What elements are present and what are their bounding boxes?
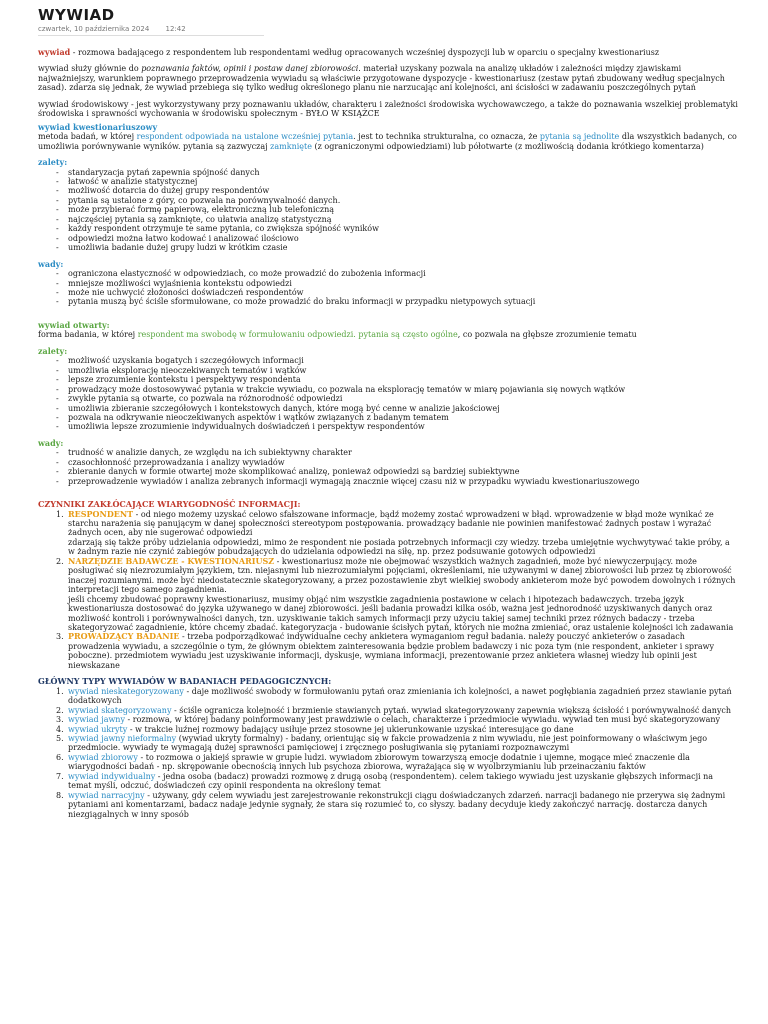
kwest-f: zamknięte (270, 141, 312, 151)
kwest-a: metoda badań, w której (38, 132, 137, 142)
typ-number: 6. (56, 752, 64, 762)
typ-item (56, 715, 738, 724)
list-item: - ograniczona elastyczność w odpowiedziach, co może prowadzić do zubożenia informacji (56, 269, 738, 278)
list-item: - możliwość uzyskania bogatych i szczegółowych informacji (56, 356, 738, 365)
document-body (38, 48, 738, 819)
list-item: - zbieranie danych w formie otwartej może skomplikować analizę, ponieważ odpowiedzi są bardziej subiektywne (56, 467, 738, 476)
list-item: - czasochłonność przeprowadzania i analizy wywiadów (56, 458, 738, 467)
czynnik-item (56, 632, 738, 670)
typ-number: 3. (56, 715, 64, 725)
list-item: - umożliwia eksplorację nieoczekiwanych tematów i wątków (56, 366, 738, 375)
list-item: - pozwala na odkrywanie nieoczekiwanych aspektów i wątków związanych z badanym tematem (56, 413, 738, 422)
otwarty-zalety-list (38, 356, 738, 432)
typ-text: (wywiad ukryty formalny) - badany, orientując się w fakcie prowadzenia z nim wywiadu, nie jest poinformowany o właściwym jego przedmiocie. wywiady te wymagają dużej sprawności pamięciowej i zręcznego posługiwania się pytaniami rozpoznawczymi (68, 734, 708, 753)
typ-number: 7. (56, 771, 64, 781)
typ-item (56, 772, 738, 791)
otwarty-zalety-heading: zalety: (38, 345, 68, 356)
list-item: - odpowiedzi można łatwo kodować i analizować ilościowo (56, 234, 738, 243)
otwarty-a: forma badania, w której (38, 330, 138, 340)
typ-item (56, 734, 738, 753)
otwarty-wady-list (38, 448, 738, 486)
kwest-zalety-list (38, 168, 738, 253)
kwest-wady-heading: wady: (38, 258, 64, 269)
environment-paragraph: wywiad środowiskowy - jest wykorzystywany przy poznawaniu układów, charakteru i zależności środowiska wychowawczego, a także do poznawania wszelkiej problematyki środowiska i sprawności wychowania w środowisku społecznym - BYŁO W KSIĄŻCE (38, 99, 738, 119)
typ-label: wywiad ukryty (68, 724, 128, 734)
otwarty-b: respondent ma swobodę w formułowaniu odpowiedzi. pytania są często ogólne (137, 330, 458, 340)
czynnik-label: NARZĘDZIE BADAWCZE - KWESTIONARIUSZ (68, 555, 275, 566)
kwest-d: pytania są jednolite (539, 132, 620, 142)
typ-label: wywiad jawny (68, 715, 125, 725)
czynnik-number: 2. (56, 556, 64, 566)
typy-list (38, 687, 738, 819)
czynnik-text: - od niego możemy uzyskać celowo sfałszowane informacje, bądź możemy zostać wprowadzeni w błąd. wprowadzenie w błąd może wynikać ze starchu narażenia się panującym w danej społeczności stereotypom postępowania. prowadzący badanie nie powinien manifestować żadnych postaw i wyrażać żadnych ocen, aby nie sugerować odpowiedzi (68, 509, 714, 538)
list-item: - lepsze zrozumienie kontekstu i perspektywy respondenta (56, 375, 738, 384)
typ-text: - jedna osoba (badacz) prowadzi rozmowę z drugą osobą (respondentem). celem takiego wywiadu jest uzyskanie głębszych informacji na temat myśli, odczuć, doświadczeń czy opinii respondenta na określony temat (68, 771, 714, 791)
typ-text: - ściśle ogranicza kolejność i brzmienie stawianych pytań. wywiad skategoryzowany zapewnia większą ścisłość i porównywalność danych (171, 705, 732, 715)
list-item: - umożliwia lepsze zrozumienie indywidualnych doświadczeń i perspektyw respondentów (56, 422, 738, 431)
list-item: - standaryzacja pytań zapewnia spójność danych (56, 168, 738, 177)
list-item: - możliwość dotarcia do dużej grupy respondentów (56, 186, 738, 195)
typ-number: 2. (56, 705, 64, 715)
typ-label: wywiad skategoryzowany (68, 705, 172, 715)
typ-text: - to rozmowa o jakiejś sprawie w grupie ludzi. wywiadom zbiorowym towarzyszą emocje dodatnie i ujemne, mogące mieć znaczenie dla wiarygodności badań - np. skrępowanie obecnością innych lub psychoza zbiorowa, wyrażająca się w wyolbrzymianiu lub przeinaczaniu faktów (68, 752, 690, 772)
intro-def: - rozmowa badającego z respondentem lub respondentami według opracowanych wcześniej dyspozycji lub w oparciu o specjalny kwestionariusz (70, 48, 660, 57)
typ-label: wywiad narracyjny (68, 790, 145, 800)
page-title: WYWIAD (38, 6, 115, 24)
list-item: - mniejsze możliwości wyjaśnienia kontekstu odpowiedzi (56, 279, 738, 288)
czynnik-text: - kwestionariusz może nie obejmować wszystkich ważnych zagadnień, może być niewyczerpujący. może posługiwać się niezrozumiałym językiem, tzn. niejasnymi lub niezrozumiałymi pojęciami, określeniami, nie używanymi w danej zbiorowości lub przez tę zbiorowość inaczej rozumianymi. może być niedostatecznie skategoryzowany, a przez pozostawienie zbyt wielkiej swobody ankieterom może być powodem dowolnych i różnych interpretacji tego samego zagadnienia. (68, 556, 736, 595)
typ-text: - daje możliwość swobody w formułowaniu pytań oraz zmieniania ich kolejności, a nawet pogłębiania zagadnień przez stawianie pytań dodatkowych (68, 686, 732, 706)
czynnik-label: PROWADZĄCY BADANIE (68, 631, 180, 642)
typ-number: 4. (56, 724, 64, 734)
czynniki-list (38, 510, 738, 671)
czynnik-item (56, 557, 738, 633)
list-item: - może nie uchwycić złożoności doświadczeń respondentów (56, 288, 738, 297)
list-item: - prowadzący może dostosowywać pytania w trakcie wywiadu, co pozwala na eksplorację tematów w miarę pojawiania się nowych wątków (56, 385, 738, 394)
meta-time: 12:42 (165, 25, 186, 33)
list-item: - pytania są ustalone z góry, co pozwala na porównywalność danych. (56, 196, 738, 205)
list-item: - zwykle pytania są otwarte, co pozwala na różnorodność odpowiedzi (56, 394, 738, 403)
typ-label: wywiad indywidualny (68, 771, 156, 781)
purpose-a: wywiad służy głównie do (38, 64, 142, 74)
typ-item (56, 706, 738, 715)
typ-text: - w trakcie luźnej rozmowy badający usiłuje przez stosowne jej ukierunkowanie uzyskać interesujące go dane (127, 724, 574, 734)
typ-number: 5. (56, 734, 64, 743)
typ-item (56, 791, 738, 819)
meta-date: czwartek, 10 października 2024 (38, 25, 150, 33)
typ-item (56, 687, 738, 706)
otwarty-heading: wywiad otwarty: (38, 319, 110, 330)
purpose-c: . materiał uzyskany pozwala na analizę układów i zależności między zjawiskami najważniejszy, warunkiem poprawnego przeprowadzenia wywiadu są właściwie przygotowane dyspozycje - kwestionariusz (zestaw pytań zbudowany według specjalnych zasad). zdarza się jednak, że wywiad przebiega się tylko według określonego planu nie narzucając ani kolejności, ani ścisłości w zadawaniu poszczególnych pytań (38, 64, 725, 93)
typ-item (56, 725, 738, 734)
typ-item (56, 753, 738, 772)
czynnik-extra: zdarzają się także próby udzielania odpowiedzi, mimo że respondent nie posiada potrzebnych informacji czy wiedzy. trzeba umiejętnie wychwytywać takie próby, a w żadnym razie nie czynić zabiegów pobudzających do udzielania odpowiedzi na siłę, np. przez podsuwanie gotowych odpowiedzi (68, 537, 730, 557)
page (38, 6, 738, 819)
otwarty-paragraph (38, 330, 738, 339)
purpose-paragraph (38, 64, 738, 92)
intro-term: wywiad (38, 47, 71, 57)
czynnik-extra: jeśli chcemy zbudować poprawny kwestionariusz, musimy objąć nim wszystkie zagadnienia postawione w celach i hipotezach badawczych. trzeba język kwestionariusza dostosować do języka używanego w danej zbiorowości. jeśli badania prowadzi kilka osób, ważna jest jednorodność uzyskiwanych danych oraz możliwość kontroli i porównywalności danych, tzn. uzyskiwanie takich samych informacji przy użyciu takiej samej techniki przez różnych badaczy - trzeba skategoryzować zagadnienie, które chcemy zbadać. kategoryzacja - budowanie ścisłych pytań, których nie można zmieniać, oraz ustalenie kolejności ich zadawania (68, 594, 734, 633)
kwest-heading: wywiad kwestionariuszowy (38, 121, 158, 132)
purpose-b: poznawania faktów, opinii i postaw danej zbiorowości (141, 64, 359, 74)
list-item: - umożliwia zbieranie szczegółowych i kontekstowych danych, które mogą być cenne w analizie jakościowej (56, 404, 738, 413)
kwest-e: dla wszystkich badanych, co umożliwia porównywanie wyników. pytania są zazwyczaj (38, 132, 737, 151)
page-meta (38, 25, 264, 36)
typy-heading: GŁÓWNY TYPY WYWIADÓW W BADANIACH PEDAGOGICZNYCH: (38, 676, 332, 687)
list-item: - może przybierać formę papierową, elektroniczną lub telefoniczną (56, 205, 738, 214)
kwest-c: . jest to technika strukturalna, co oznacza, że (353, 132, 540, 142)
list-item: - przeprowadzenie wywiadów i analiza zebranych informacji wymagają znacznie więcej czasu niż w przypadku wywiadu kwestionariuszowego (56, 477, 738, 486)
kwest-g: (z ograniczonymi odpowiedziami) lub półotwarte (z możliwością dodania krótkiego komentarza) (311, 141, 704, 151)
kwest-zalety-heading: zalety: (38, 157, 68, 168)
typ-number: 8. (56, 790, 64, 800)
list-item: - umożliwia badanie dużej grupy ludzi w krótkim czasie (56, 243, 738, 252)
czynnik-number: 3. (56, 632, 64, 642)
kwest-paragraph (38, 132, 738, 151)
typ-number: 1. (56, 686, 64, 696)
kwest-wady-list (38, 269, 738, 307)
czynnik-item (56, 510, 738, 557)
czynniki-heading: CZYNNIKI ZAKŁÓCAJĄCE WIARYGODNOŚĆ INFORMACJI: (38, 499, 301, 510)
typ-label: wywiad zbiorowy (68, 752, 138, 762)
typ-text: - rozmowa, w której badany poinformowany jest prawdziwie o celach, charakterze i przedmiocie wywiadu. wywiad ten musi być skategoryzowany (124, 715, 721, 725)
kwest-b: respondent odpowiada na ustalone wcześniej pytania (136, 132, 354, 142)
czynnik-label: RESPONDENT (68, 508, 134, 519)
czynnik-text: - trzeba podporządkować indywidualne cechy ankietera wymaganiom reguł badania. należy pouczyć ankieterów o zasadach prowadzenia wywiadu, a szczególnie o tym, że głównym obiektem zainteresowania będzie problem badawczy i nic poza tym (nie respondent, ankieter i sprawy poboczne). przedmiotem wywiadu jest uzyskiwanie informacji, dyskusje, wymiana informacji, prezentowanie przez ankietera własnej wiedzy lub opinii jest niewskazane (68, 632, 715, 670)
otwarty-c: , co pozwala na głębsze zrozumienie tematu (457, 330, 637, 340)
list-item: - łatwość w analizie statystycznej (56, 177, 738, 186)
list-item: - najczęściej pytania są zamknięte, co ułatwia analizę statystyczną (56, 215, 738, 224)
intro-paragraph (38, 48, 738, 57)
typ-text: - używany, gdy celem wywiadu jest zarejestrowanie rekonstrukcji ciągu doświadczanych zdarzeń. narracji badanego nie przerywa się żadnymi pytaniami ani komentarzami, badacz nadaje jedynie sygnały, że stara się rozumieć to, co słyszy. badany decyduje kiedy zakończyć narrację. dostarcza danych niezgiągalnych w inny sposób (68, 790, 726, 819)
typ-label: wywiad jawny nieformalny (68, 734, 177, 743)
czynnik-number: 1. (56, 509, 64, 519)
typ-label: wywiad nieskategoryzowany (68, 686, 184, 696)
list-item: - każdy respondent otrzymuje te same pytania, co zwiększa spójność wyników (56, 224, 738, 233)
list-item: - trudność w analizie danych, ze względu na ich subiektywny charakter (56, 448, 738, 457)
otwarty-wady-heading: wady: (38, 437, 64, 448)
list-item: - pytania muszą być ściśle sformułowane, co może prowadzić do braku informacji w przypadku nietypowych sytuacji (56, 297, 738, 306)
